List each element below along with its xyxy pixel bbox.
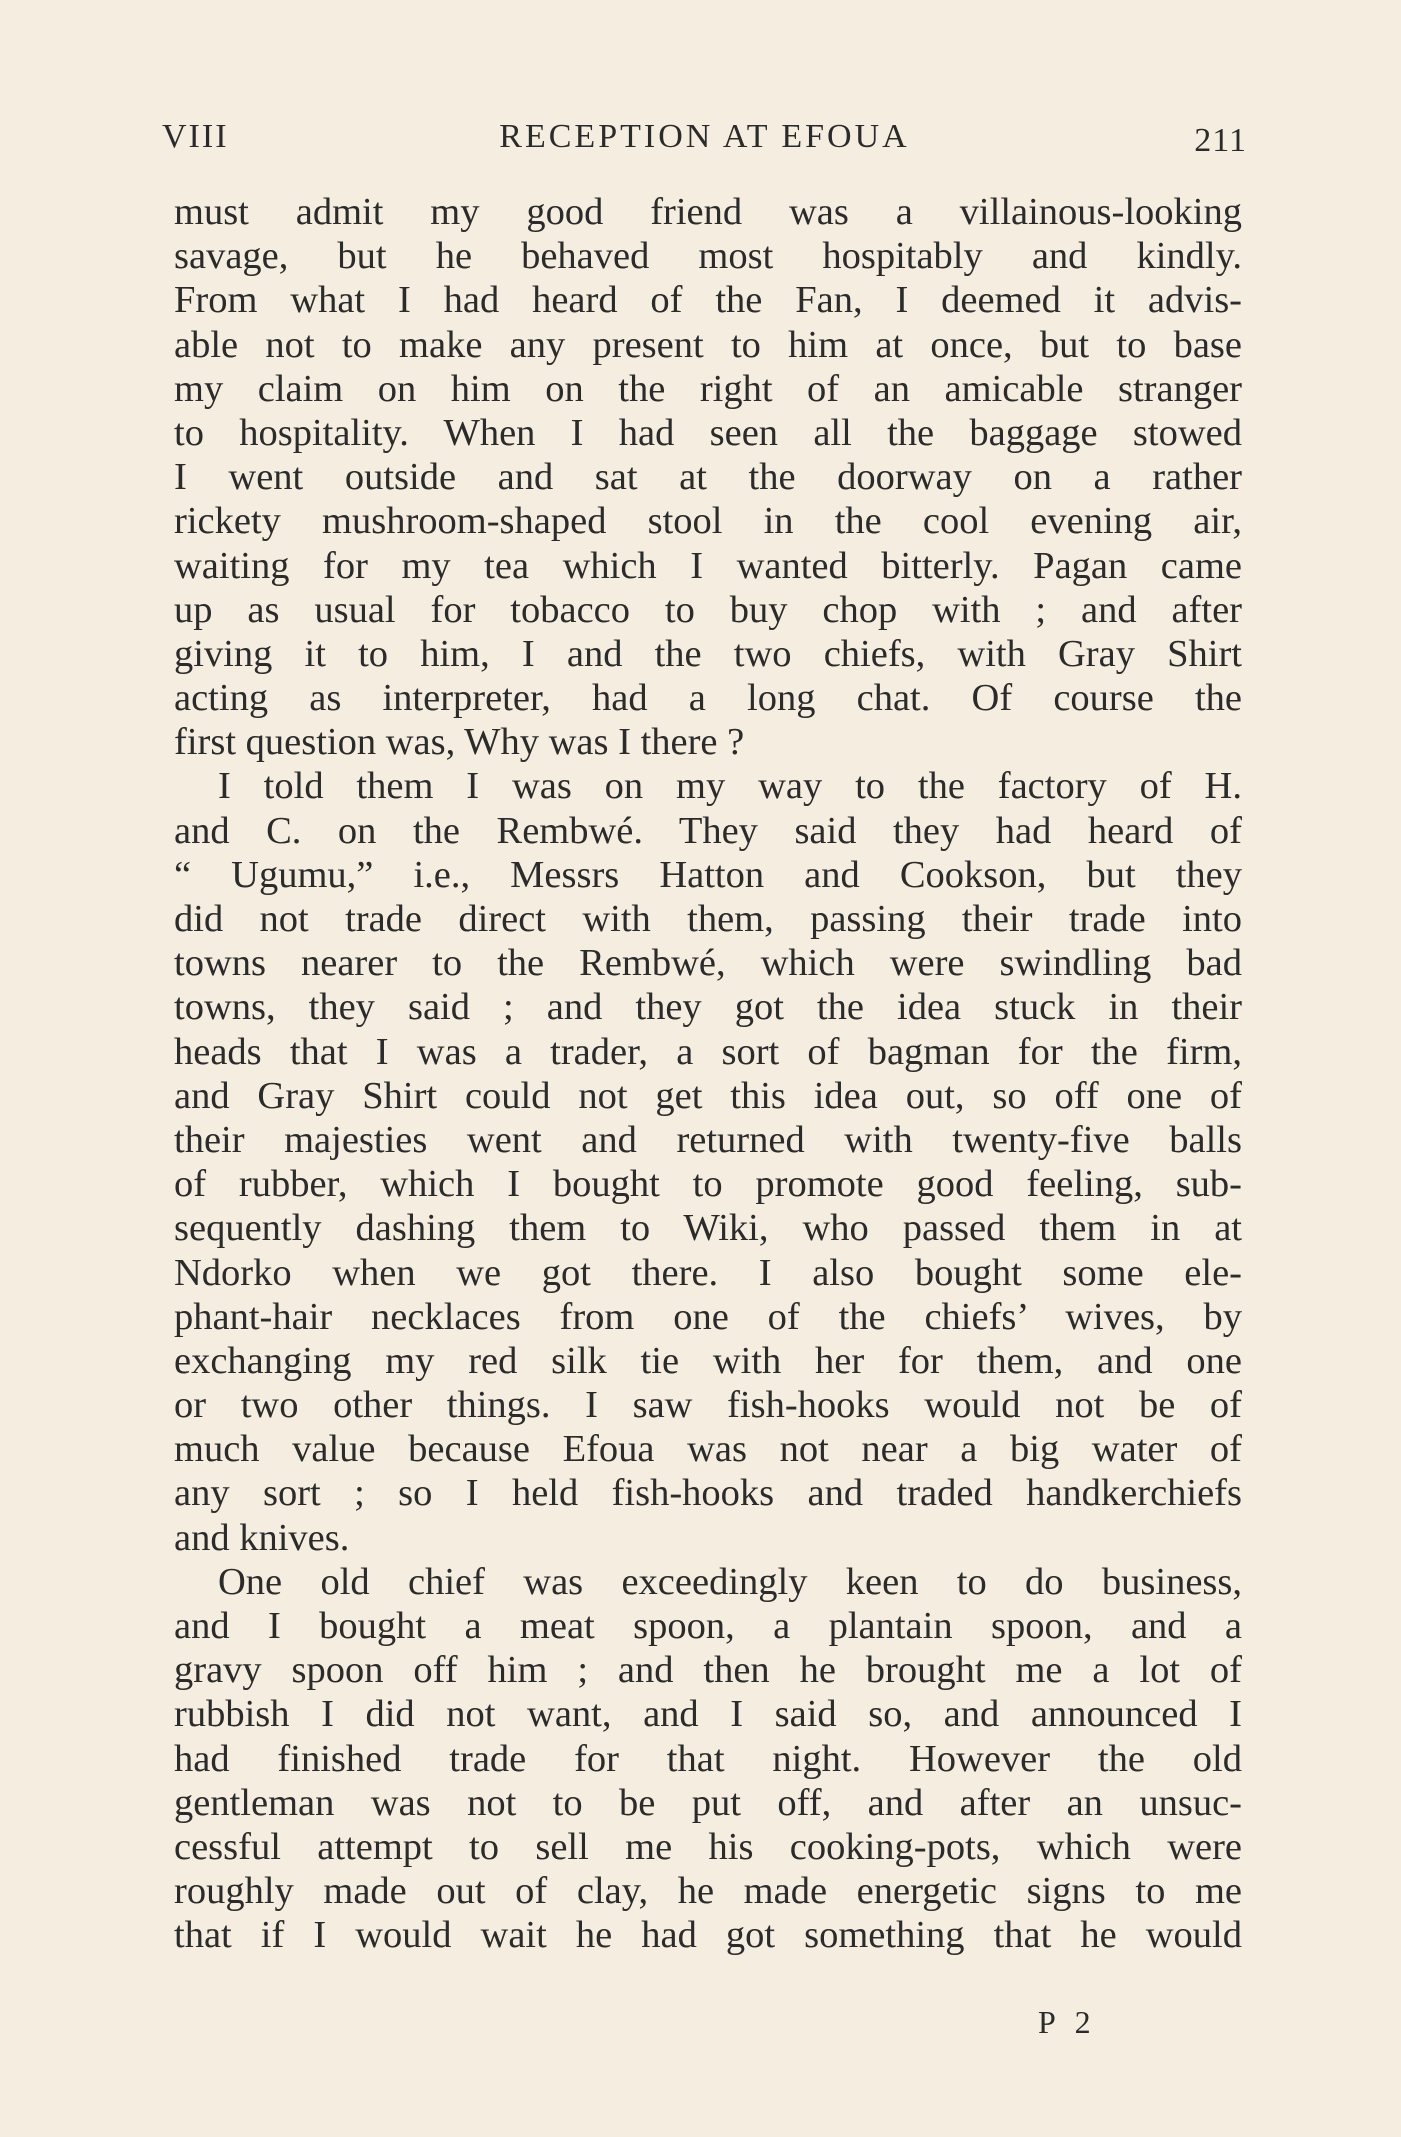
text-line: roughly made out of clay, he made energetic signs to me: [174, 1870, 1242, 1913]
text-line: sequently dashing them to Wiki, who passed them in at: [174, 1207, 1242, 1250]
page-number: 211: [1194, 122, 1247, 159]
text-line: any sort ; so I held fish-hooks and traded handkerchiefs: [174, 1472, 1242, 1515]
text-line: phant-hair necklaces from one of the chiefs’ wives, by: [174, 1295, 1242, 1338]
text-line: cessful attempt to sell me his cooking-pots, which were: [174, 1825, 1242, 1868]
text-line: giving it to him, I and the two chiefs, with Gray Shirt: [174, 632, 1242, 675]
signature-mark: P 2: [1038, 2004, 1097, 2040]
text-line: and I bought a meat spoon, a plantain spoon, and a: [174, 1605, 1242, 1647]
running-header: [162, 118, 1247, 166]
text-line: must admit my good friend was a villainous-looking: [174, 191, 1242, 233]
running-title: RECEPTION AT EFOUA: [499, 118, 910, 155]
text-line: towns, they said ; and they got the idea stuck in their: [174, 986, 1242, 1029]
text-line: One old chief was exceedingly keen to do business,: [218, 1560, 1242, 1603]
text-line: I went outside and sat at the doorway on a rather: [174, 456, 1242, 499]
text-line: to hospitality. When I had seen all the baggage stowed: [174, 411, 1242, 454]
text-line: much value because Efoua was not near a big water of: [174, 1428, 1242, 1471]
text-line: rickety mushroom-shaped stool in the cool evening air,: [174, 500, 1242, 543]
text-line: “ Ugumu,” i.e., Messrs Hatton and Cookson, but they: [174, 853, 1242, 896]
text-line: my claim on him on the right of an amicable stranger: [174, 367, 1242, 410]
chapter-number: VIII: [162, 118, 229, 155]
text-line: that if I would wait he had got something that he would: [174, 1914, 1242, 1957]
text-line: and Gray Shirt could not get this idea out, so off one of: [174, 1074, 1242, 1117]
text-line: heads that I was a trader, a sort of bagman for the firm,: [174, 1030, 1242, 1073]
text-line: up as usual for tobacco to buy chop with ; and after: [174, 588, 1242, 631]
text-line: I told them I was on my way to the factory of H.: [218, 765, 1242, 808]
text-line: waiting for my tea which I wanted bitterly. Pagan came: [174, 544, 1242, 587]
text-line: first question was, Why was I there ?: [174, 721, 745, 764]
text-line: and knives.: [174, 1516, 350, 1559]
text-line: did not trade direct with them, passing their trade into: [174, 898, 1242, 940]
text-line: able not to make any present to him at once, but to base: [174, 323, 1242, 366]
text-line: From what I had heard of the Fan, I deemed it advis-: [174, 279, 1242, 322]
text-line: had finished trade for that night. However the old: [174, 1737, 1242, 1780]
text-line: towns nearer to the Rembwé, which were swindling bad: [174, 942, 1242, 985]
text-line: savage, but he behaved most hospitably and kindly.: [174, 235, 1242, 278]
text-line: of rubber, which I bought to promote good feeling, sub-: [174, 1163, 1242, 1206]
text-line: and C. on the Rembwé. They said they had heard of: [174, 809, 1242, 852]
text-line: exchanging my red silk tie with her for them, and one: [174, 1339, 1242, 1382]
text-line: their majesties went and returned with twenty-five balls: [174, 1118, 1242, 1161]
text-line: acting as interpreter, had a long chat. Of course the: [174, 677, 1242, 720]
text-line: Ndorko when we got there. I also bought some ele-: [174, 1251, 1242, 1294]
text-line: gravy spoon off him ; and then he brought me a lot of: [174, 1649, 1242, 1692]
text-line: gentleman was not to be put off, and after an unsuc-: [174, 1781, 1242, 1824]
text-line: rubbish I did not want, and I said so, and announced I: [174, 1693, 1242, 1736]
text-line: or two other things. I saw fish-hooks would not be of: [174, 1384, 1242, 1427]
body-text: [174, 190, 1242, 1958]
